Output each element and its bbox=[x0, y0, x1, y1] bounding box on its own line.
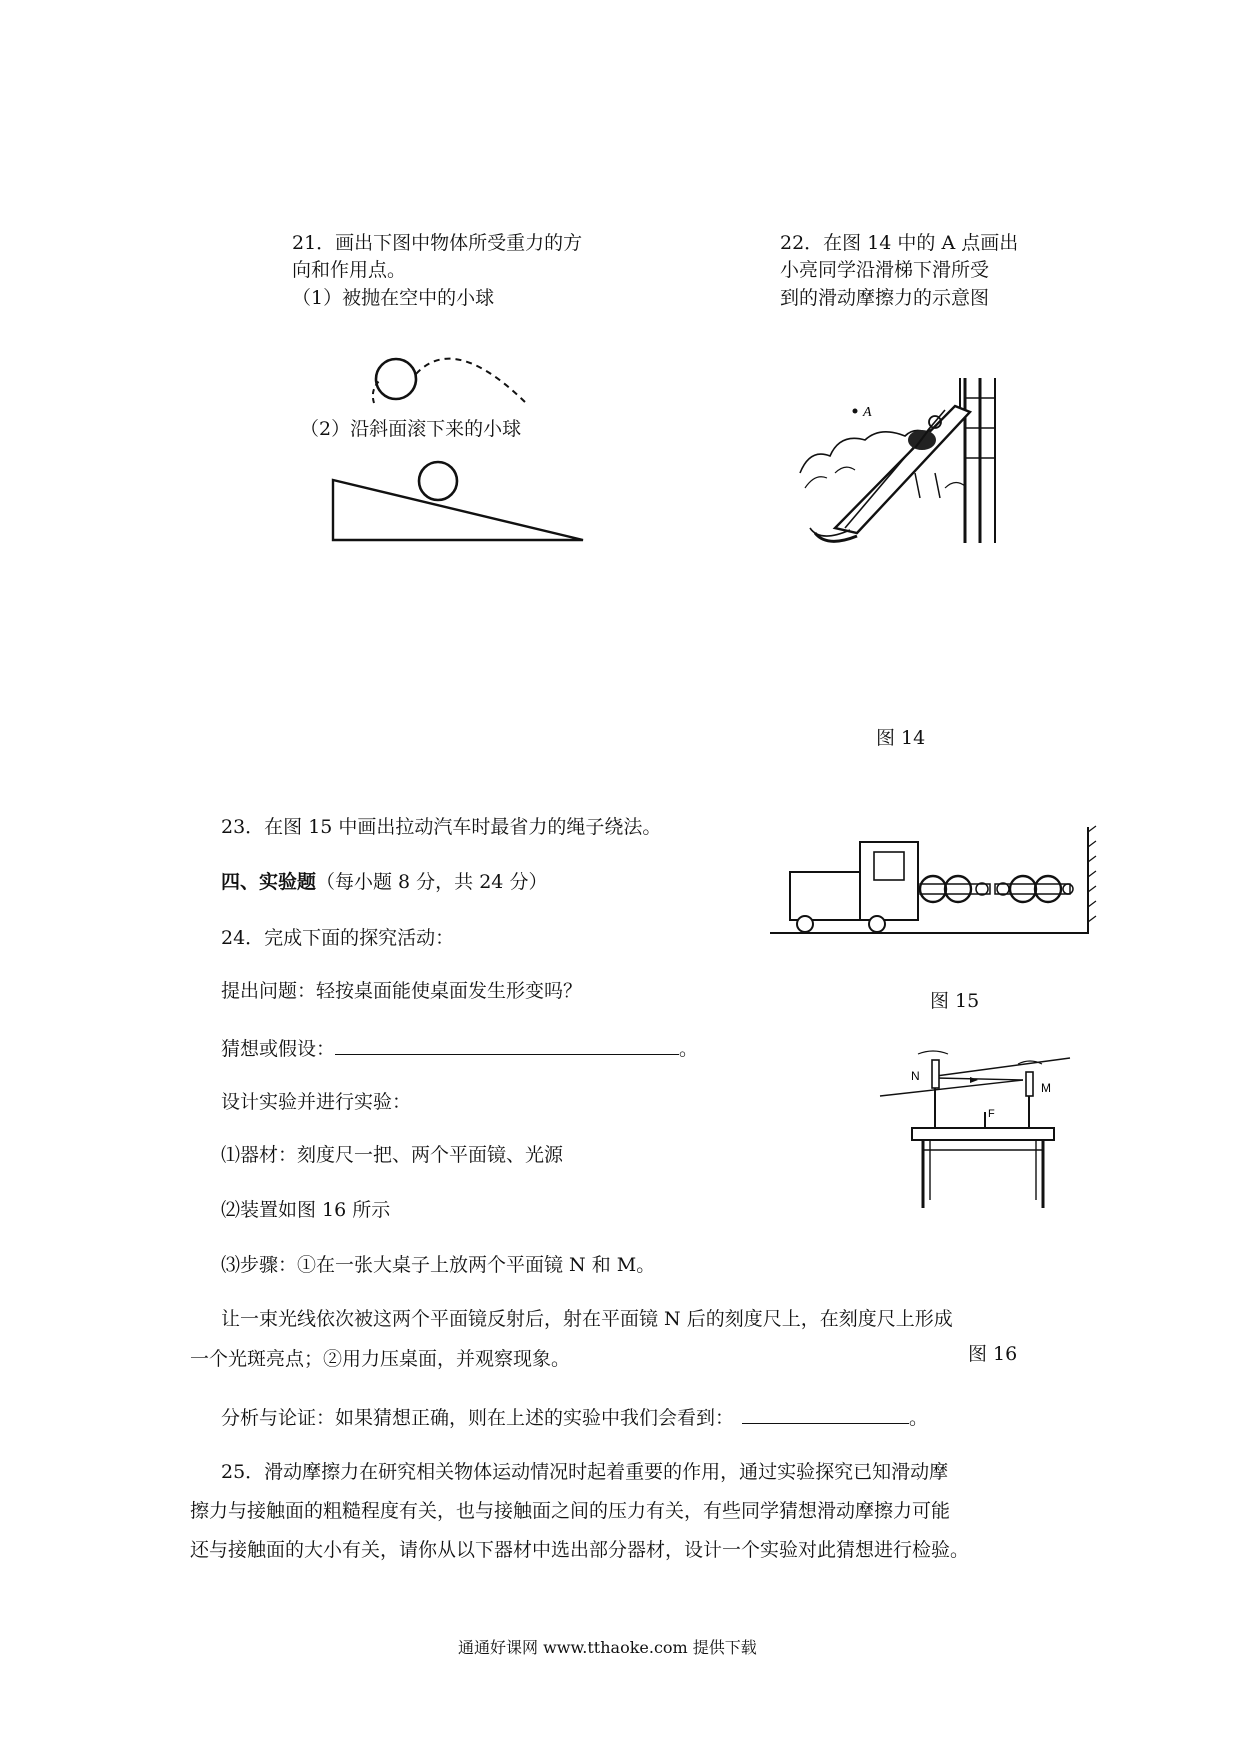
hypothesis-blank[interactable] bbox=[335, 1036, 679, 1055]
pulley-group-right bbox=[995, 876, 1073, 902]
trajectory-right bbox=[416, 359, 528, 405]
section4-heading bbox=[221, 871, 547, 894]
page-footer: 通通好课网 www.tthaoke.com 提供下载 bbox=[458, 1638, 757, 1657]
q24-paragraph1: 让一束光线依次被这两个平面镜反射后，射在平面镜 N 后的刻度尺上，在刻度尺上形成 bbox=[221, 1308, 953, 1330]
thrown-ball-figure bbox=[360, 340, 540, 415]
analysis-blank[interactable] bbox=[742, 1405, 909, 1424]
light-ray-reflect bbox=[936, 1078, 1023, 1080]
q21-line2: 向和作用点。 bbox=[292, 259, 407, 281]
q24-question: 提出问题：轻按桌面能使桌面发生形变吗？ bbox=[221, 980, 583, 1002]
truck-wheel-rear bbox=[797, 916, 813, 932]
q23-text: 23．在图 15 中画出拉动汽车时最省力的绳子绕法。 bbox=[221, 816, 662, 838]
pulley-group-left bbox=[920, 876, 990, 902]
fig16-caption: 图 16 bbox=[968, 1343, 1018, 1365]
incline-figure bbox=[330, 455, 590, 545]
q21-sub2: （2）沿斜面滚下来的小球 bbox=[300, 418, 522, 440]
analysis-period: 。 bbox=[909, 1407, 929, 1429]
q24-intro: 24．完成下面的探究活动： bbox=[221, 927, 455, 949]
q25-line1: 25．滑动摩擦力在研究相关物体运动情况时起着重要的作用，通过实验探究已知滑动摩 bbox=[221, 1461, 949, 1483]
truck-wheel-front bbox=[869, 916, 885, 932]
q21-line1: 21．画出下图中物体所受重力的方 bbox=[292, 232, 583, 254]
fig14-caption: 图 14 bbox=[876, 727, 926, 749]
q21-sub1: （1）被抛在空中的小球 bbox=[292, 287, 495, 309]
slide-figure bbox=[795, 378, 1010, 548]
light-ray-in bbox=[880, 1080, 1023, 1096]
point-a-label: A bbox=[863, 405, 872, 420]
q25-line3: 还与接触面的大小有关，请你从以下器材中选出部分器材，设计一个实验对此猜想进行检验。 bbox=[190, 1539, 970, 1561]
q25-line2: 擦力与接触面的粗糙程度有关，也与接触面之间的压力有关，有些同学猜想滑动摩擦力可能 bbox=[190, 1500, 951, 1522]
q22-line1: 22．在图 14 中的 A 点画出 bbox=[780, 232, 1019, 254]
analysis-label: 分析与论证：如果猜想正确，则在上述的实验中我们会看到： bbox=[221, 1407, 735, 1429]
table-top bbox=[912, 1128, 1054, 1140]
hypothesis-period: 。 bbox=[679, 1038, 699, 1060]
fig15-caption: 图 15 bbox=[930, 990, 980, 1012]
ruler-f-label: F bbox=[988, 1108, 995, 1120]
q24-step2: ⑵装置如图 16 所示 bbox=[221, 1199, 391, 1221]
q24-hypothesis-row bbox=[221, 1036, 698, 1061]
q22-line3: 到的滑动摩擦力的示意图 bbox=[780, 287, 990, 309]
mirror-table-figure bbox=[878, 1050, 1083, 1212]
section4-title: 四、实验题 bbox=[221, 871, 317, 893]
truck-pulley-figure bbox=[770, 822, 1100, 934]
q22-line2: 小亮同学沿滑梯下滑所受 bbox=[780, 259, 990, 281]
truck-cab bbox=[860, 842, 918, 920]
q24-design: 设计实验并进行实验： bbox=[221, 1091, 412, 1113]
q24-step3: ⑶步骤：①在一张大桌子上放两个平面镜 N 和 M。 bbox=[221, 1254, 656, 1276]
mirror-m-label: M bbox=[1041, 1081, 1051, 1095]
section4-note: （每小题 8 分，共 24 分） bbox=[316, 871, 548, 893]
thrown-ball bbox=[376, 359, 416, 399]
incline-plane bbox=[333, 480, 583, 540]
point-a-dot bbox=[853, 409, 858, 414]
mirror-m bbox=[1026, 1072, 1033, 1096]
q24-step1: ⑴器材：刻度尺一把、两个平面镜、光源 bbox=[221, 1144, 564, 1166]
hypothesis-label: 猜想或假设： bbox=[221, 1038, 336, 1060]
light-ray-out bbox=[936, 1058, 1070, 1076]
q24-analysis-row bbox=[221, 1405, 928, 1430]
rolling-ball bbox=[419, 462, 457, 500]
truck-body bbox=[790, 872, 860, 920]
q24-paragraph2: 一个光斑亮点；②用力压桌面，并观察现象。 bbox=[190, 1348, 571, 1370]
mirror-n-label: N bbox=[911, 1069, 920, 1083]
mirror-n bbox=[932, 1060, 939, 1088]
